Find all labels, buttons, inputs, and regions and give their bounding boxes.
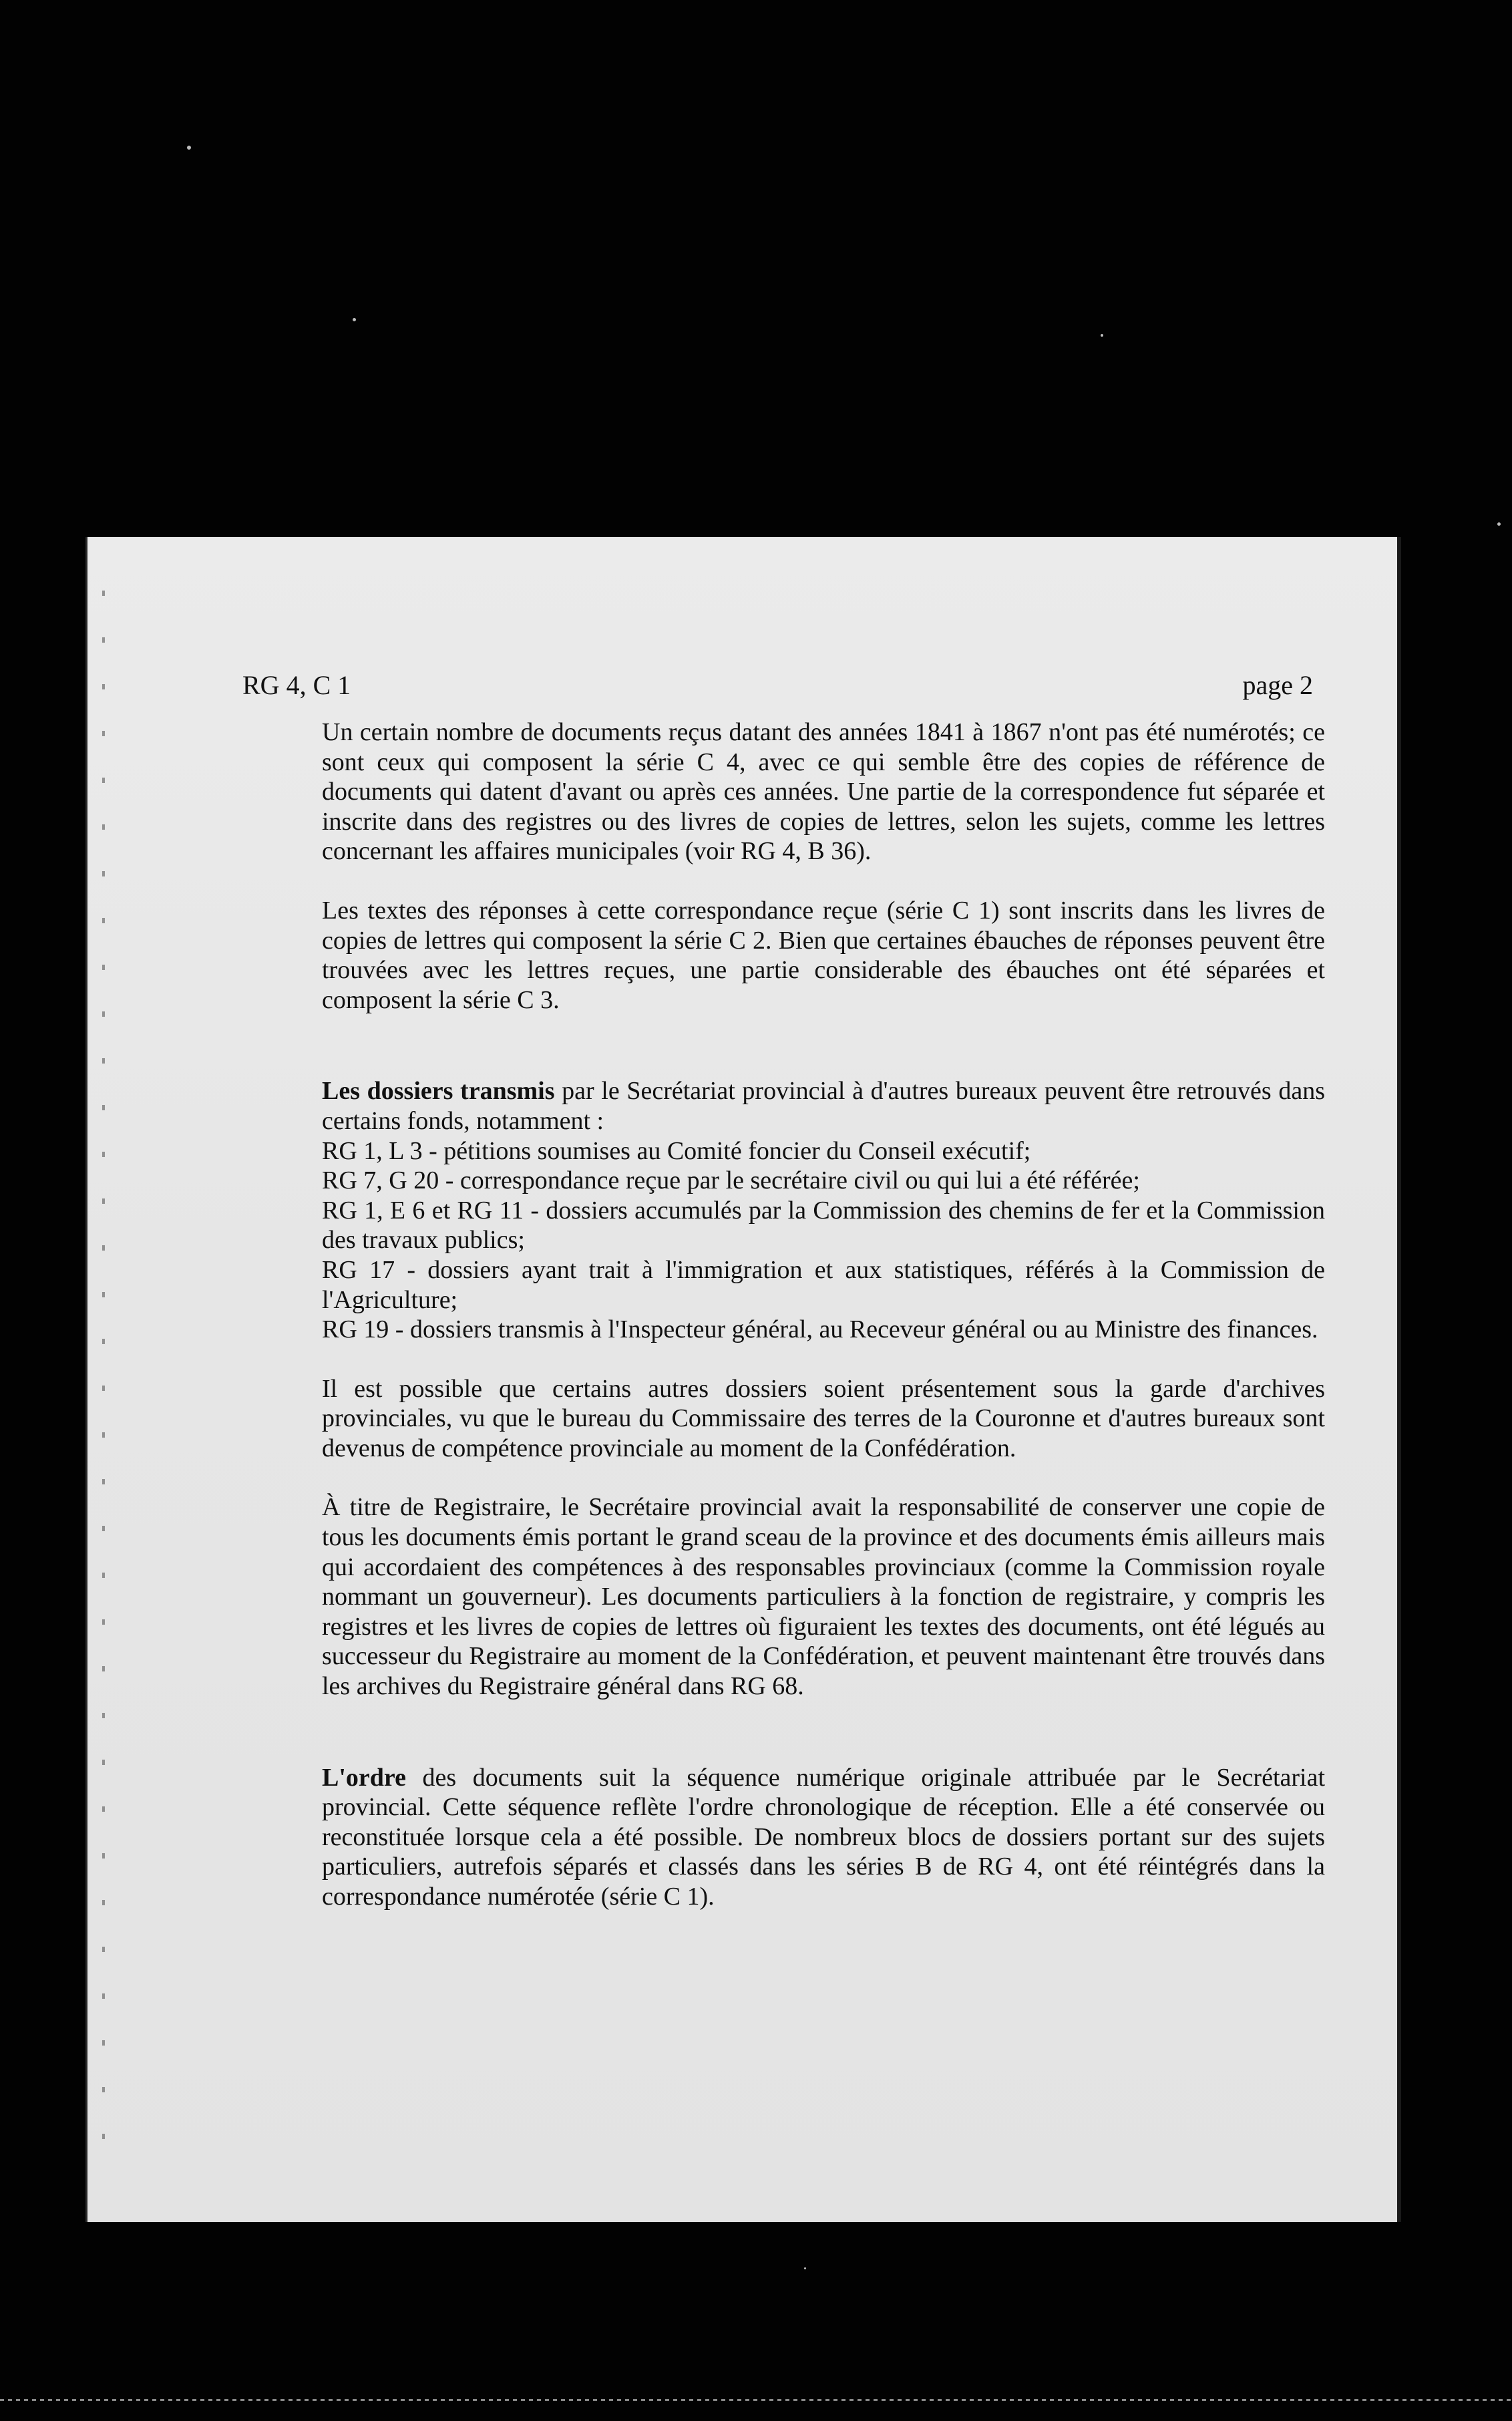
paragraph-transmitted-files xyxy=(322,1076,1325,1136)
bold-lead-transmitted-files: Les dossiers transmis xyxy=(322,1077,555,1106)
dust-speck xyxy=(1101,334,1103,337)
list-item: RG 19 - dossiers transmis à l'Inspecteur général, au Receveur général ou au Ministre des finances. xyxy=(322,1315,1318,1344)
paragraph-order-text: des documents suit la séquence numérique originale attribuée par le Secrétariat provincial. Cette séquence reflète l'ordre chronologique de réception. Elle a été conservée ou reconstituée lorsque cela a été possible. De nombreux blocs de dossiers portant sur des sujets particuliers, autrefois séparés et classés dans les séries B de RG 4, ont été réintégrés dans la correspondance numérotée (série C 1). xyxy=(322,1763,1325,1911)
list-item: RG 7, G 20 - correspondance reçue par le secrétaire civil ou qui lui a été référée; xyxy=(322,1166,1140,1195)
list-item: RG 1, E 6 et RG 11 - dossiers accumulés par la Commission des chemins de fer et la Commission des travaux publics; xyxy=(322,1196,1325,1255)
page-header xyxy=(242,669,1313,703)
document-page xyxy=(85,537,1401,2222)
page-edge-marks xyxy=(102,591,105,2167)
document-reference: RG 4, C 1 xyxy=(242,670,351,700)
paragraph-transmitted-files-text: par le Secrétariat provincial à d'autres bureaux peuvent être retrouvés dans certains fonds, notamment : xyxy=(322,1077,1325,1135)
dust-speck xyxy=(804,2267,806,2269)
list-item: RG 1, L 3 - pétitions soumises au Comité foncier du Conseil exécutif; xyxy=(322,1136,1031,1165)
list-item: RG 17 - dossiers ayant trait à l'immigration et aux statistiques, référés à la Commission de l'Agriculture; xyxy=(322,1255,1325,1314)
dust-speck xyxy=(1497,522,1501,526)
paragraph-provincial-archives: Il est possible que certains autres dossiers soient présentement sous la garde d'archives provinciales, vu que le bureau du Commissaire des terres de la Couronne et d'autres bureaux sont devenus de compétence provinciale au moment de la Confédération. xyxy=(322,1374,1325,1462)
bold-lead-order: L'ordre xyxy=(322,1763,406,1792)
page-number: page 2 xyxy=(1242,670,1313,700)
paragraph-unnumbered-documents: Un certain nombre de documents reçus datant des années 1841 à 1867 n'ont pas été numérotés; ce sont ceux qui composent la série C 4, avec ce qui semble être des copies de référence de documents qui datent d'avant ou après ces années. Une partie de la correspondence fut séparée et inscrite dans des registres ou des livres de copies de lettres, selon les sujets, comme les lettres concernant les affaires municipales (voir RG 4, B 36). xyxy=(322,718,1325,866)
dust-speck xyxy=(353,318,356,321)
paragraph-replies: Les textes des réponses à cette correspondance reçue (série C 1) sont inscrits dans les livres de copies de lettres qui composent la série C 2. Bien que certaines ébauches de réponses peuvent être trouvées avec les lettres reçues, une partie considerable des ébauches ont été séparées et composent la série C 3. xyxy=(322,896,1325,1014)
document-body xyxy=(322,717,1325,1912)
scan-bottom-rule xyxy=(0,2399,1512,2401)
paragraph-registrar: À titre de Registraire, le Secrétaire provincial avait la responsabilité de conserver une copie de tous les documents émis portant le grand sceau de la province et des documents émis ailleurs mais qui accordaient des compétences à des responsables provinciaux (comme la Commission royale nommant un gouverneur). Les documents particuliers à la fonction de registraire, y compris les registres et les livres de copies de lettres où figuraient les textes des documents, ont été légués au successeur du Registraire au moment de la Confédération, et peuvent maintenant être trouvés dans les archives du Registraire général dans RG 68. xyxy=(322,1493,1325,1701)
paragraph-order xyxy=(322,1763,1325,1912)
dust-speck xyxy=(187,146,191,150)
